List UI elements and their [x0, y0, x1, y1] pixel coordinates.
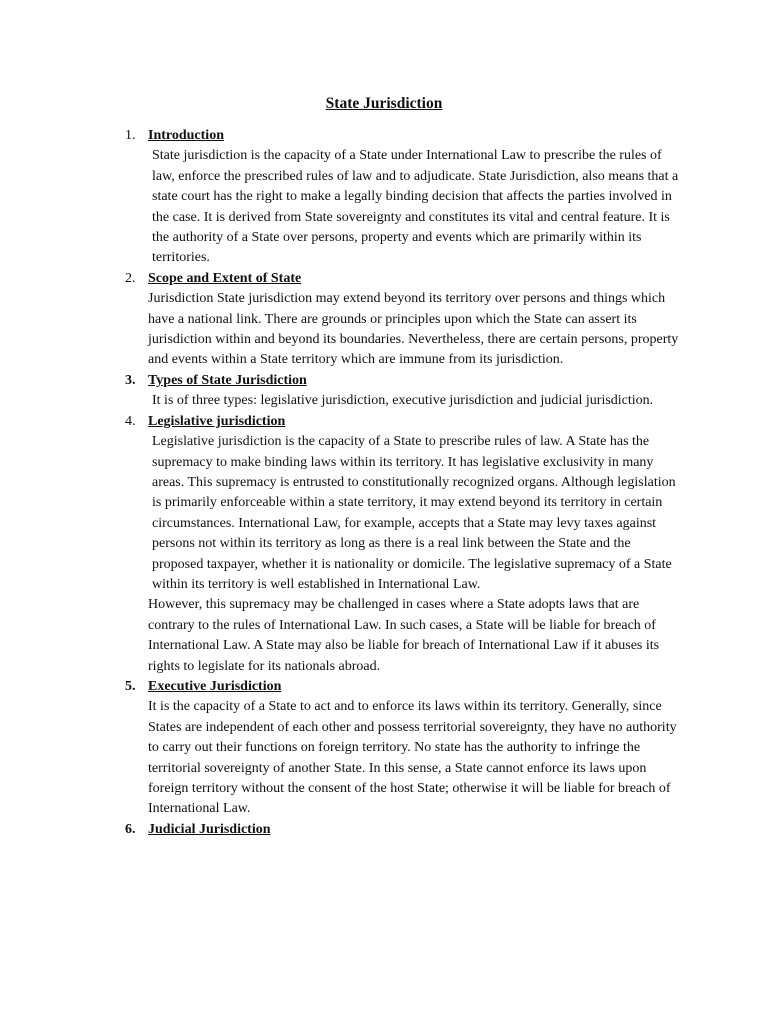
section-heading: Legislative jurisdiction: [148, 413, 286, 429]
section-number: 3.: [125, 372, 136, 388]
section-paragraph: It is of three types: legislative jurisdiction, executive jurisdiction and judicial jurisdiction.: [152, 393, 654, 409]
section-number: 1.: [125, 128, 136, 143]
section-body: [148, 391, 680, 411]
section-number: 5.: [125, 678, 136, 694]
section-introduction: [0, 126, 768, 269]
section-judicial-jurisdiction: [0, 820, 768, 840]
section-number: 6.: [125, 821, 136, 837]
section-paragraph: State jurisdiction is the capacity of a State under International Law to prescribe the rules of law, enforce the prescribed rules of law and to adjudicate. State Jurisdiction, also means that a state court has the right to make a legally binding decision that affects the parties involved in the case. It is derived from State sovereignty and constitutes its vital and central feature. It is the authority of a State over persons, property and events which are primarily within its territories.: [152, 148, 679, 266]
section-executive-jurisdiction: [0, 677, 768, 820]
document-title: State Jurisdiction: [325, 95, 443, 112]
section-list: [0, 126, 768, 840]
section-heading: Judicial Jurisdiction: [148, 821, 271, 837]
section-body: [148, 289, 680, 371]
section-paragraph: However, this supremacy may be challenged in cases where a State adopts laws that are contrary to the rules of International Law. In such cases, a State will be liable for breach of International Law. A State may also be liable for breach of International Law if it abuses its rights to legislate for its nationals abroad.: [148, 597, 660, 674]
section-body: [148, 432, 680, 677]
section-number: 2.: [125, 270, 136, 286]
section-body: [148, 146, 680, 268]
section-body: [148, 697, 680, 819]
section-legislative-jurisdiction: [0, 412, 768, 677]
section-types: [0, 371, 768, 412]
section-paragraph: Jurisdiction State jurisdiction may extend beyond its territory over persons and things which have a national link. There are grounds or principles upon which the State can assert its jurisdiction within and beyond its boundaries. Nevertheless, there are certain persons, property and events within a State territory which are immune from its jurisdiction.: [148, 291, 679, 368]
section-heading: Executive Jurisdiction: [148, 678, 282, 694]
section-scope-and-extent: [0, 269, 768, 371]
section-heading: Types of State Jurisdiction: [148, 372, 307, 388]
section-heading: Introduction: [148, 128, 224, 143]
section-number: 4.: [125, 413, 136, 429]
section-paragraph: It is the capacity of a State to act and to enforce its laws within its territory. Generally, since States are independent of each other and possess territorial sovereignty, they have no authority to carry out their functions on foreign territory. No state has the authority to infringe the territorial sovereignty of another State. In this sense, a State cannot enforce its laws upon foreign territory without the consent of the host State; otherwise it will be liable for breach of International Law.: [148, 699, 677, 817]
section-heading: Scope and Extent of State: [148, 270, 302, 286]
section-paragraph: Legislative jurisdiction is the capacity of a State to prescribe rules of law. A State has the supremacy to make binding laws within its territory. It has legislative exclusivity in many areas. This supremacy is entrusted to constitutionally recognized organs. Although legislation is primarily enforceable within a state territory, it may extend beyond its territory in certain circumstances. International Law, for example, accepts that a State may levy taxes against persons not within its territory as long as there is a real link between the State and the proposed taxpayer, whether it is nationality or domicile. The legislative supremacy of a State within its territory is well established in International Law.: [152, 434, 676, 592]
